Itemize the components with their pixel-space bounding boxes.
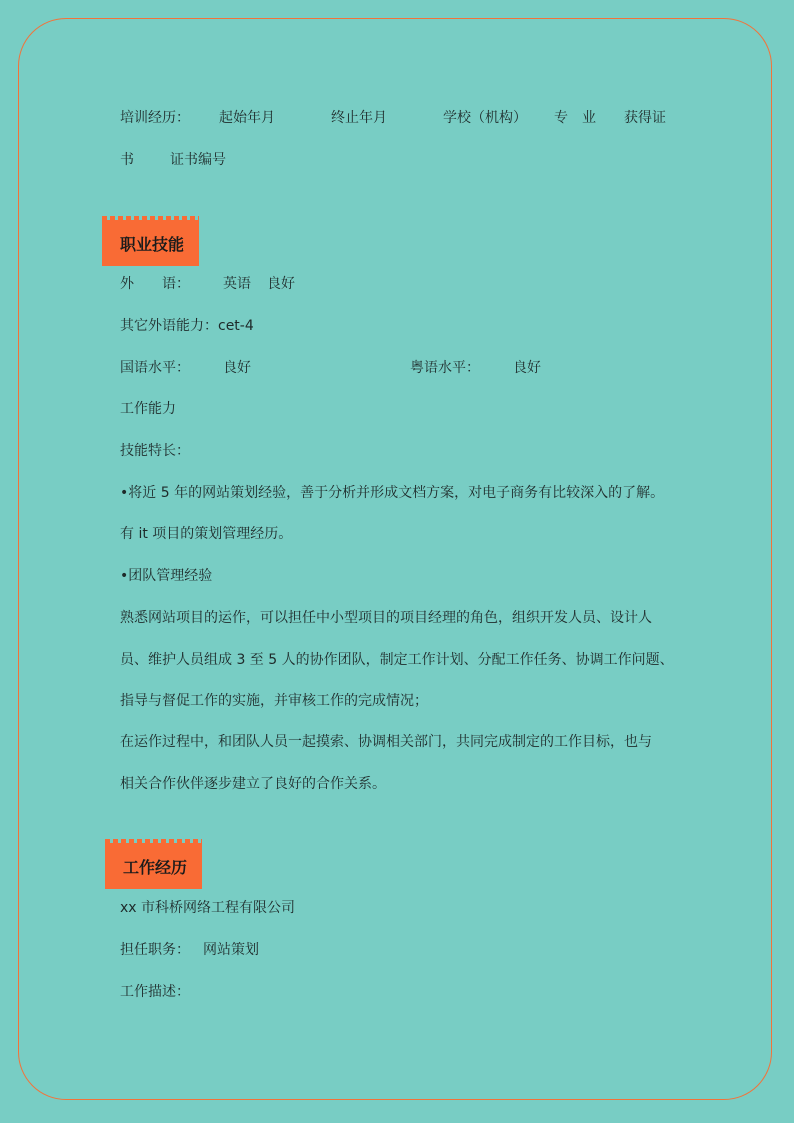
skill-line: 员、维护人员组成 3 至 5 人的协作团队，制定工作计划、分配工作任务、协调工作问题、 — [120, 652, 674, 668]
foreign-language-label: 外 语： — [120, 276, 190, 292]
skill-line: •团队管理经验 — [120, 568, 213, 584]
skill-line: •将近 5 年的网站策划经验，善于分析并形成文档方案，对电子商务有比较深入的了解。 — [120, 485, 665, 501]
description-label: 工作描述： — [120, 984, 190, 1000]
training-label: 培训经历： — [120, 110, 190, 126]
foreign-language-name: 英语 — [223, 276, 251, 292]
skill-line: 指导与督促工作的实施，并审核工作的完成情况； — [120, 693, 428, 709]
training-col-cert: 获得证 — [624, 110, 666, 126]
work-heading: 工作经历 — [105, 843, 202, 889]
skill-line: 在运作过程中，和团队人员一起摸索、协调相关部门，共同完成制定的工作目标，也与 — [120, 734, 652, 750]
foreign-language-level: 良好 — [267, 276, 295, 292]
page-border — [18, 18, 772, 1100]
training-col-cert-no: 证书编号 — [170, 152, 226, 168]
cantonese-level: 良好 — [513, 360, 541, 376]
cantonese-label: 粤语水平： — [410, 360, 480, 376]
training-col-start: 起始年月 — [219, 110, 275, 126]
skill-line: 熟悉网站项目的运作，可以担任中小型项目的项目经理的角色，组织开发人员、设计人 — [120, 610, 652, 626]
position-label: 担任职务： — [120, 942, 190, 958]
specialty-label: 技能特长： — [120, 443, 190, 459]
other-language: 其它外语能力：cet-4 — [120, 318, 254, 334]
skill-line: 相关合作伙伴逐步建立了良好的合作关系。 — [120, 776, 386, 792]
work-ability: 工作能力 — [120, 401, 176, 417]
mandarin-label: 国语水平： — [120, 360, 190, 376]
skill-line: 有 it 项目的策划管理经历。 — [120, 526, 293, 542]
training-col-school: 学校（机构） — [443, 110, 527, 126]
training-col-major: 专 业 — [554, 110, 596, 126]
training-col-end: 终止年月 — [331, 110, 387, 126]
company-name: xx 市科桥网络工程有限公司 — [120, 900, 296, 916]
skills-heading: 职业技能 — [102, 220, 199, 266]
mandarin-level: 良好 — [223, 360, 251, 376]
training-col-cert-wrap: 书 — [120, 152, 134, 168]
position-value: 网站策划 — [203, 942, 259, 958]
